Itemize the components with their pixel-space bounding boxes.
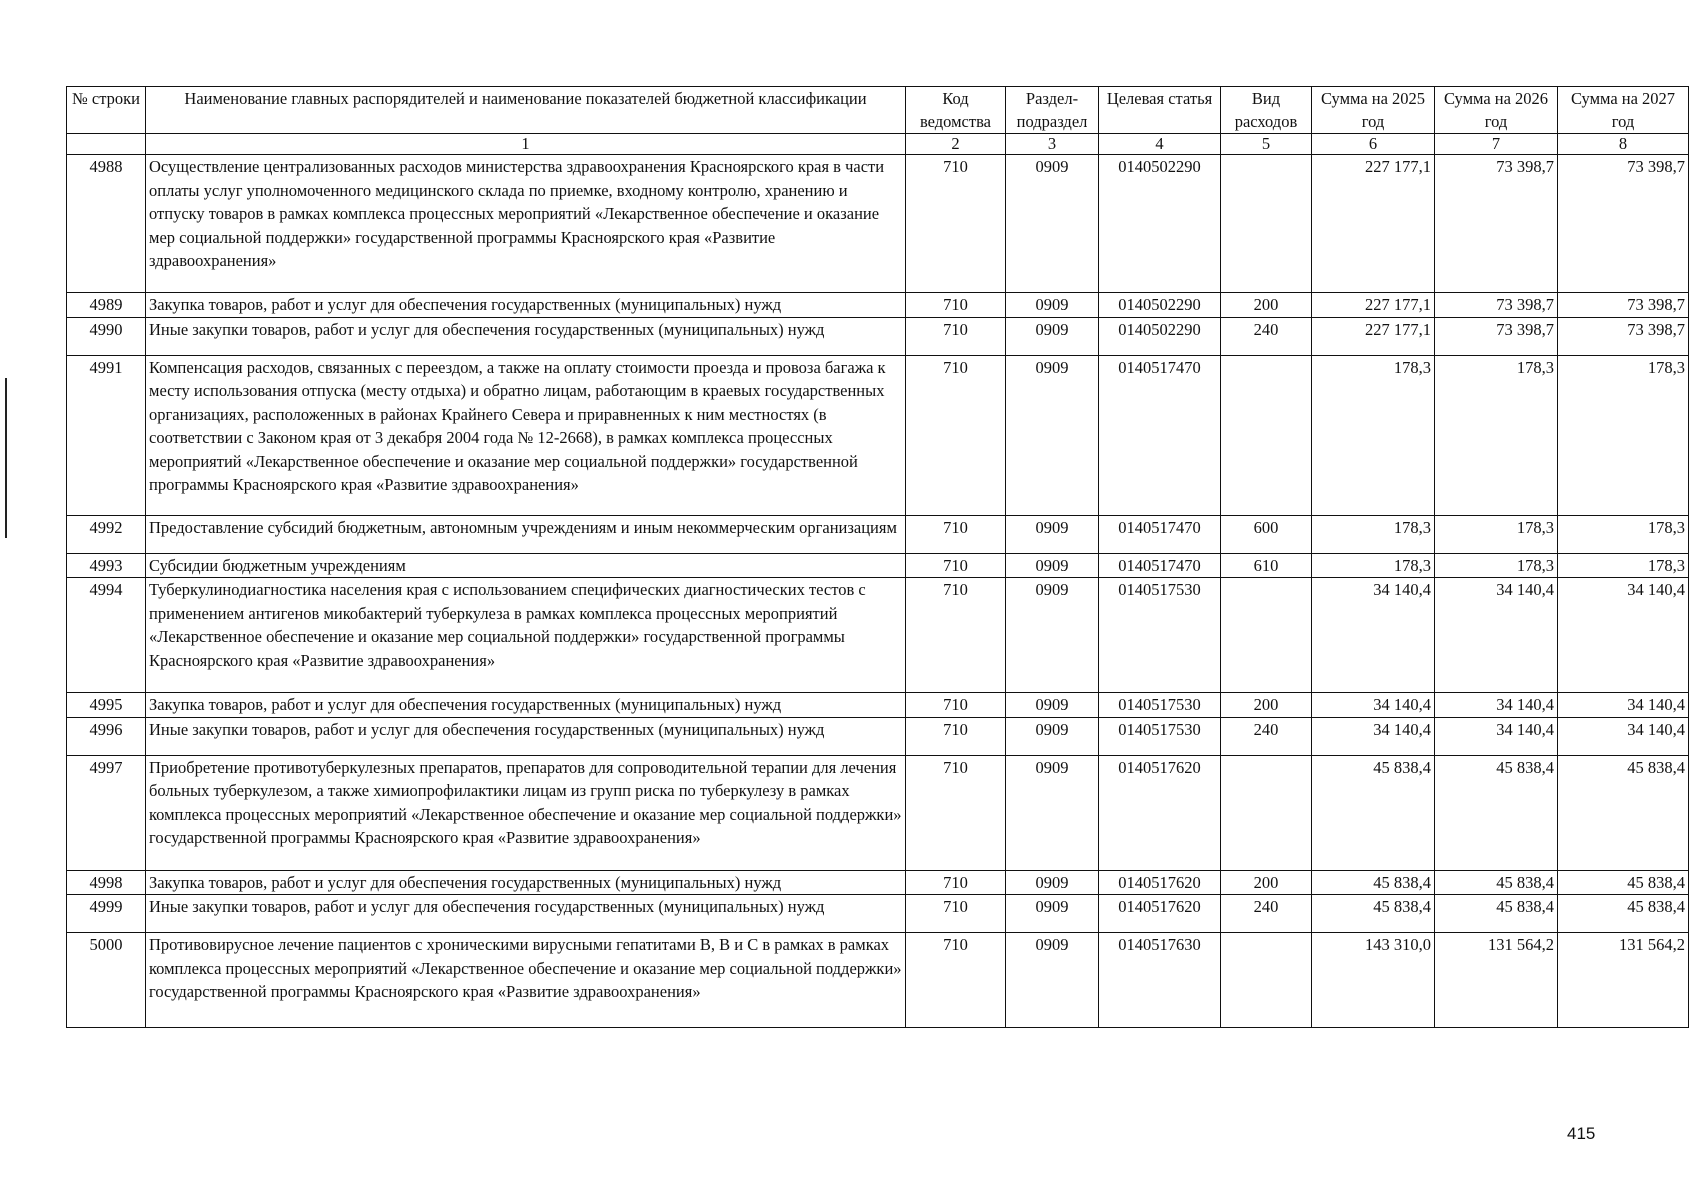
cell-sum-2025: 45 838,4: [1312, 870, 1435, 895]
cell-sum-2025: 227 177,1: [1312, 293, 1435, 318]
cell-name: Субсидии бюджетным учреждениям: [146, 553, 906, 578]
cell-target-article: 0140517530: [1099, 717, 1221, 755]
header-row: [67, 87, 1689, 134]
cell-sum-2027: 45 838,4: [1558, 755, 1689, 870]
cell-sum-2026: 34 140,4: [1435, 693, 1558, 718]
cell-sum-2027: 178,3: [1558, 355, 1689, 515]
cell-name: Компенсация расходов, связанных с переездом, а также на оплату стоимости проезда и провоза багажа к месту использования отпуска (месту отдыха) и обратно лицам, работающим в краевых государственных организациях, расположенных в районах Крайнего Севера и приравненных к ним местностях (в соответствии с Законом края от 3 декабря 2004 года № 12-2668), в рамках комплекса процессных мероприятий «Лекарственное обеспечение и оказание мер социальной поддержки» государственной программы Красноярского края «Развитие здравоохранения»: [146, 355, 906, 515]
cell-expense-kind: [1221, 578, 1312, 693]
table-row: [67, 755, 1689, 870]
cell-department-code: 710: [906, 578, 1006, 693]
cell-target-article: 0140517620: [1099, 895, 1221, 933]
column-index-row: [67, 134, 1689, 155]
cell-target-article: 0140517530: [1099, 693, 1221, 718]
cell-expense-kind: [1221, 933, 1312, 1028]
cell-row-number: 4996: [67, 717, 146, 755]
cell-target-article: 0140517470: [1099, 553, 1221, 578]
cell-name: Предоставление субсидий бюджетным, автономным учреждениям и иным некоммерческим организациям: [146, 515, 906, 553]
cell-department-code: 710: [906, 895, 1006, 933]
table-row: [67, 933, 1689, 1028]
cell-section: 0909: [1006, 317, 1099, 355]
cell-section: 0909: [1006, 755, 1099, 870]
table-row: [67, 870, 1689, 895]
table-row: [67, 317, 1689, 355]
cell-sum-2026: 45 838,4: [1435, 895, 1558, 933]
cell-expense-kind: 200: [1221, 870, 1312, 895]
cell-sum-2026: 73 398,7: [1435, 317, 1558, 355]
table-row: [67, 553, 1689, 578]
cell-sum-2026: 34 140,4: [1435, 717, 1558, 755]
cell-sum-2026: 73 398,7: [1435, 155, 1558, 293]
cell-target-article: 0140502290: [1099, 293, 1221, 318]
column-index: 3: [1006, 134, 1099, 155]
cell-department-code: 710: [906, 293, 1006, 318]
header-section: Раздел-подраздел: [1006, 87, 1099, 134]
cell-sum-2025: 143 310,0: [1312, 933, 1435, 1028]
header-sum-2027: Сумма на 2027 год: [1558, 87, 1689, 134]
cell-sum-2027: 178,3: [1558, 515, 1689, 553]
cell-row-number: 4992: [67, 515, 146, 553]
cell-row-number: 4995: [67, 693, 146, 718]
column-index: [67, 134, 146, 155]
column-index: 8: [1558, 134, 1689, 155]
column-index: 2: [906, 134, 1006, 155]
column-index: 4: [1099, 134, 1221, 155]
cell-sum-2026: 34 140,4: [1435, 578, 1558, 693]
cell-sum-2025: 45 838,4: [1312, 755, 1435, 870]
cell-row-number: 4993: [67, 553, 146, 578]
cell-sum-2027: 73 398,7: [1558, 293, 1689, 318]
header-name: Наименование главных распорядителей и наименование показателей бюджетной классификации: [146, 87, 906, 134]
cell-department-code: 710: [906, 755, 1006, 870]
header-department-code: Код ведомства: [906, 87, 1006, 134]
cell-department-code: 710: [906, 693, 1006, 718]
cell-sum-2025: 227 177,1: [1312, 317, 1435, 355]
cell-sum-2026: 178,3: [1435, 553, 1558, 578]
cell-row-number: 4999: [67, 895, 146, 933]
cell-department-code: 710: [906, 355, 1006, 515]
cell-target-article: 0140517470: [1099, 515, 1221, 553]
cell-sum-2025: 178,3: [1312, 355, 1435, 515]
cell-row-number: 4994: [67, 578, 146, 693]
header-sum-2026: Сумма на 2026 год: [1435, 87, 1558, 134]
cell-name: Приобретение противотуберкулезных препаратов, препаратов для сопроводительной терапии для лечения больных туберкулезом, а также химиопрофилактики лицам из групп риска по туберкулезу в рамках комплекса процессных мероприятий «Лекарственное обеспечение и оказание мер социальной поддержки» государственной программы Красноярского края «Развитие здравоохранения»: [146, 755, 906, 870]
cell-name: Туберкулинодиагностика населения края с использованием специфических диагностических тестов с применением антигенов микобактерий туберкулеза в рамках комплекса процессных мероприятий «Лекарственное обеспечение и оказание мер социальной поддержки» государственной программы Красноярского края «Развитие здравоохранения»: [146, 578, 906, 693]
cell-row-number: 4989: [67, 293, 146, 318]
cell-sum-2027: 131 564,2: [1558, 933, 1689, 1028]
budget-table-container: [66, 86, 1689, 1028]
cell-name: Иные закупки товаров, работ и услуг для обеспечения государственных (муниципальных) нужд: [146, 717, 906, 755]
column-index: 7: [1435, 134, 1558, 155]
table-row: [67, 155, 1689, 293]
cell-sum-2027: 45 838,4: [1558, 895, 1689, 933]
cell-sum-2025: 178,3: [1312, 553, 1435, 578]
cell-target-article: 0140502290: [1099, 155, 1221, 293]
cell-name: Закупка товаров, работ и услуг для обеспечения государственных (муниципальных) нужд: [146, 693, 906, 718]
cell-section: 0909: [1006, 933, 1099, 1028]
cell-section: 0909: [1006, 870, 1099, 895]
cell-expense-kind: 600: [1221, 515, 1312, 553]
table-row: [67, 515, 1689, 553]
cell-target-article: 0140517630: [1099, 933, 1221, 1028]
budget-table: [66, 86, 1689, 1028]
cell-expense-kind: 200: [1221, 693, 1312, 718]
table-row: [67, 578, 1689, 693]
cell-name: Закупка товаров, работ и услуг для обеспечения государственных (муниципальных) нужд: [146, 870, 906, 895]
cell-target-article: 0140517530: [1099, 578, 1221, 693]
table-row: [67, 717, 1689, 755]
cell-name: Иные закупки товаров, работ и услуг для обеспечения государственных (муниципальных) нужд: [146, 895, 906, 933]
cell-expense-kind: [1221, 355, 1312, 515]
cell-sum-2027: 34 140,4: [1558, 717, 1689, 755]
cell-expense-kind: 200: [1221, 293, 1312, 318]
cell-row-number: 4998: [67, 870, 146, 895]
cell-name: Закупка товаров, работ и услуг для обеспечения государственных (муниципальных) нужд: [146, 293, 906, 318]
header-sum-2025: Сумма на 2025 год: [1312, 87, 1435, 134]
cell-section: 0909: [1006, 355, 1099, 515]
cell-expense-kind: [1221, 155, 1312, 293]
cell-section: 0909: [1006, 693, 1099, 718]
cell-section: 0909: [1006, 293, 1099, 318]
cell-name: Осуществление централизованных расходов министерства здравоохранения Красноярского края в части оплаты услуг уполномоченного медицинского склада по приемке, входному контролю, хранению и отпуску товаров в рамках комплекса процессных мероприятий «Лекарственное обеспечение и оказание мер социальной поддержки» государственной программы Красноярского края «Развитие здравоохранения»: [146, 155, 906, 293]
cell-department-code: 710: [906, 515, 1006, 553]
cell-sum-2025: 178,3: [1312, 515, 1435, 553]
cell-expense-kind: 240: [1221, 717, 1312, 755]
table-row: [67, 895, 1689, 933]
cell-sum-2026: 178,3: [1435, 515, 1558, 553]
cell-section: 0909: [1006, 578, 1099, 693]
cell-sum-2025: 34 140,4: [1312, 717, 1435, 755]
table-row: [67, 355, 1689, 515]
cell-target-article: 0140502290: [1099, 317, 1221, 355]
cell-department-code: 710: [906, 870, 1006, 895]
cell-section: 0909: [1006, 155, 1099, 293]
table-body: [67, 155, 1689, 1028]
cell-department-code: 710: [906, 717, 1006, 755]
cell-row-number: 4988: [67, 155, 146, 293]
cell-sum-2026: 45 838,4: [1435, 870, 1558, 895]
cell-target-article: 0140517620: [1099, 755, 1221, 870]
cell-sum-2027: 34 140,4: [1558, 578, 1689, 693]
table-row: [67, 693, 1689, 718]
cell-sum-2027: 34 140,4: [1558, 693, 1689, 718]
cell-section: 0909: [1006, 895, 1099, 933]
cell-expense-kind: 240: [1221, 317, 1312, 355]
cell-sum-2025: 227 177,1: [1312, 155, 1435, 293]
cell-target-article: 0140517620: [1099, 870, 1221, 895]
cell-sum-2027: 178,3: [1558, 553, 1689, 578]
header-expense-kind: Вид расходов: [1221, 87, 1312, 134]
cell-expense-kind: 610: [1221, 553, 1312, 578]
cell-sum-2025: 34 140,4: [1312, 693, 1435, 718]
column-index: 5: [1221, 134, 1312, 155]
cell-department-code: 710: [906, 317, 1006, 355]
cell-sum-2025: 45 838,4: [1312, 895, 1435, 933]
cell-row-number: 4991: [67, 355, 146, 515]
cell-expense-kind: 240: [1221, 895, 1312, 933]
column-index: 6: [1312, 134, 1435, 155]
column-index: 1: [146, 134, 906, 155]
cell-sum-2026: 178,3: [1435, 355, 1558, 515]
cell-sum-2025: 34 140,4: [1312, 578, 1435, 693]
cell-row-number: 4990: [67, 317, 146, 355]
cell-section: 0909: [1006, 717, 1099, 755]
cell-department-code: 710: [906, 933, 1006, 1028]
table-row: [67, 293, 1689, 318]
cell-target-article: 0140517470: [1099, 355, 1221, 515]
cell-sum-2027: 45 838,4: [1558, 870, 1689, 895]
cell-row-number: 5000: [67, 933, 146, 1028]
margin-mark: [5, 378, 7, 538]
cell-expense-kind: [1221, 755, 1312, 870]
page-number: 415: [1567, 1124, 1596, 1143]
cell-department-code: 710: [906, 553, 1006, 578]
cell-name: Иные закупки товаров, работ и услуг для обеспечения государственных (муниципальных) нужд: [146, 317, 906, 355]
cell-sum-2026: 45 838,4: [1435, 755, 1558, 870]
cell-sum-2027: 73 398,7: [1558, 155, 1689, 293]
cell-sum-2026: 131 564,2: [1435, 933, 1558, 1028]
cell-name: Противовирусное лечение пациентов с хроническими вирусными гепатитами В, В и С в рамках в рамках комплекса процессных мероприятий «Лекарственное обеспечение и оказание мер социальной поддержки» государственной программы Красноярского края «Развитие здравоохранения»: [146, 933, 906, 1028]
cell-sum-2026: 73 398,7: [1435, 293, 1558, 318]
header-row-number: № строки: [67, 87, 146, 134]
cell-department-code: 710: [906, 155, 1006, 293]
cell-sum-2027: 73 398,7: [1558, 317, 1689, 355]
cell-section: 0909: [1006, 553, 1099, 578]
cell-section: 0909: [1006, 515, 1099, 553]
header-target-article: Целевая статья: [1099, 87, 1221, 134]
cell-row-number: 4997: [67, 755, 146, 870]
